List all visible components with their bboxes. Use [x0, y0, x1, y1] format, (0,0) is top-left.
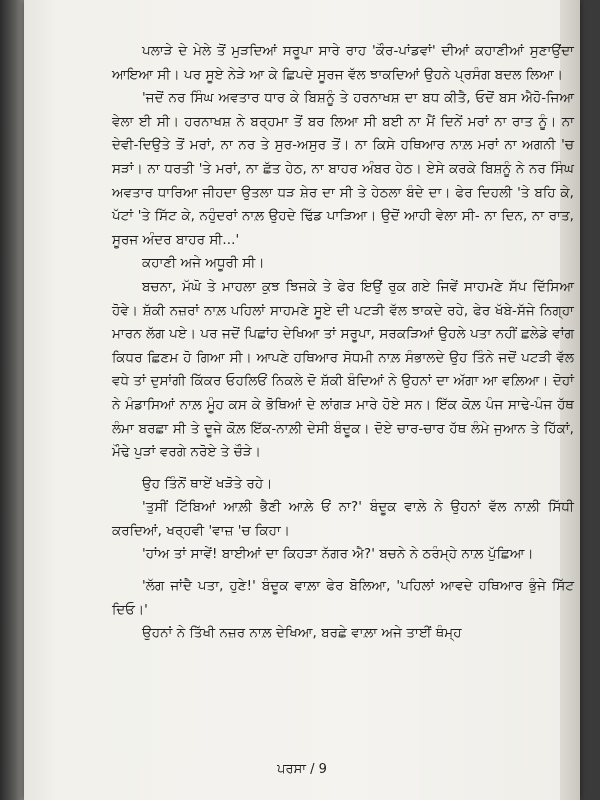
- paragraph: ਕਹਾਣੀ ਅਜੇ ਅਧੂਰੀ ਸੀ।: [142, 256, 265, 272]
- paragraph: 'ਹਾਂਅ ਤਾਂ ਸਾਵੇਂ! ਬਾਈਆਂ ਦਾ ਕਿਹੜਾ ਨੱਗਰ ਐ?' ਬਚਨੇ ਨੇ ਠਰੰਮ੍ਹੇ ਨਾਲ਼ ਪੁੱਛਿਆ।: [142, 547, 534, 563]
- paragraph: ਪਲਾੜੇ ਦੇ ਮੇਲੇ ਤੋਂ ਮੁੜਦਿਆਂ ਸਰੂਪਾ ਸਾਰੇ ਰਾਹ 'ਕੌਰ-ਪਾਂਡਵਾਂ' ਦੀਆਂ ਕਹਾਣੀਆਂ ਸੁਣਾਉਂਦਾ ਆਇਆ ਸੀ। ਪਰ ਸੂਏ ਨੇੜੇ ਆ ਕੇ ਛਿਪਦੇ ਸੂਰਜ ਵੱਲ ਝਾਕਦਿਆਂ ਉਹਨੇ ਪ੍ਰਸੰਗ ਬਦਲ ਲਿਆ।: [112, 44, 574, 83]
- paragraph: ਉਹ ਤਿੰਨੋਂ ਥਾਏਂ ਖੜੋਤੇ ਰਹੇ।: [142, 476, 273, 492]
- paragraph: 'ਜਦੋਂ ਨਰ ਸਿੰਘ ਅਵਤਾਰ ਧਾਰ ਕੇ ਬਿਸ਼ਨੂੰ ਤੇ ਹਰਨਾਖਸ਼ ਦਾ ਬਧ ਕੀਤੈ, ਓਦੋਂ ਬਸ ਐਹੋ-ਜਿਆ ਵੇਲਾ ਈ ਸੀ। ਹਰਨਾਖਸ਼ ਨੇ ਬਰ੍ਹਮਾ ਤੋਂ ਬਰ ਲਿਆ ਸੀ ਬਈ ਨਾ ਮੈਂ ਦਿਨੇਂ ਮਰਾਂ ਨਾ ਰਾਤ ਨੂੰ। ਨਾ ਦੇਵੀ-ਦਿਉਤੇ ਤੋਂ ਮਰਾਂ, ਨਾ ਨਰ ਤੇ ਸੁਰ-ਅਸੁਰ ਤੋਂ। ਨਾ ਕਿਸੇ ਹਥਿਆਰ ਨਾਲ਼ ਮਰਾਂ ਨਾ ਅਗਨੀ 'ਚ ਸੜਾਂ। ਨਾ ਧਰਤੀ 'ਤੇ ਮਰਾਂ, ਨਾ ਛੱਤ ਹੇਠ, ਨਾ ਬਾਹਰ ਅੰਬਰ ਹੇਠ। ਏਸੇ ਕਰਕੇ ਬਿਸ਼ਨੂੰ ਨੇ ਨਰ ਸਿੰਘ ਅਵਤਾਰ ਧਾਰਿਆ ਜੀਹਦਾ ਉਤਲਾ ਧੜ ਸ਼ੇਰ ਦਾ ਸੀ ਤੇ ਹੇਠਲਾ ਬੰਦੇ ਦਾ। ਫੇਰ ਦਿਹਲੀ 'ਤੇ ਬਹਿ ਕੇ, ਪੱਟਾਂ 'ਤੇ ਸਿੱਟ ਕੇ, ਨਹੁੰਦਰਾਂ ਨਾਲ਼ ਉਹਦੇ ਢਿੱਡ ਪਾੜਿਆ। ਉਦੋਂ ਆਹੀ ਵੇਲਾ ਸੀ- ਨਾ ਦਿਨ, ਨਾ ਰਾਤ, ਸੂਰਜ ਅੰਦਰ ਬਾਹਰ ਸੀ...': [112, 91, 574, 248]
- paragraph: ਬਚਨਾ, ਮੱਘੋ ਤੇ ਮਾਹਲਾ ਕੁਝ ਝਿਜਕੇ ਤੇ ਫੇਰ ਇਉਂ ਰੁਕ ਗਏ ਜਿਵੇਂ ਸਾਹਮਣੇ ਸੱਪ ਦਿੱਸਿਆ ਹੋਵੇ। ਸ਼ੱਕੀ ਨਜ਼ਰਾਂ ਨਾਲ਼ ਪਹਿਲਾਂ ਸਾਹਮਣੇ ਸੂਏ ਦੀ ਪਟੜੀ ਵੱਲ ਝਾਕਦੇ ਰਹੇ, ਫੇਰ ਖੱਬੇ-ਸੱਜੇ ਨਿਗ੍ਹਾ ਮਾਰਨ ਲੱਗ ਪਏ। ਪਰ ਜਦੋਂ ਪਿਛਾਂਹ ਦੇਖਿਆ ਤਾਂ ਸਰੂਪਾ, ਸਰਕੜਿਆਂ ਉਹਲੇ ਪਤਾ ਨਹੀਂ ਛਲੇਡੇ ਵਾਂਗ ਕਿਧਰ ਛਿਣਮ ਹੋ ਗਿਆ ਸੀ। ਆਪਣੇ ਹਥਿਆਰ ਸੋਧਮੀ ਨਾਲ਼ ਸੰਭਾਲਦੇ ਉਹ ਤਿੰਨੇ ਜਦੋਂ ਪਟੜੀ ਵੱਲ ਵਧੇ ਤਾਂ ਦੁਸਾਂਗੀ ਕਿੱਕਰ ਓਹਲਿਓਂ ਨਿਕਲੇ ਦੋ ਸ਼ੱਕੀ ਬੰਦਿਆਂ ਨੇ ਉਹਨਾਂ ਦਾ ਅੱਗਾ ਆ ਵਲ਼ਿਆ। ਦੋਹਾਂ ਨੇ ਮੰਡਾਸਿਆਂ ਨਾਲ਼ ਮੂੰਹ ਕਸ ਕੇ ਭੋਥਿਆਂ ਦੇ ਲਾਂਗੜ ਮਾਰੇ ਹੋਏ ਸਨ। ਇੱਕ ਕੋਲ਼ ਪੰਜ ਸਾਢੇ-ਪੰਜ ਹੱਥ ਲੰਮਾ ਬਰਛਾ ਸੀ ਤੇ ਦੂਜੇ ਕੋਲ਼ ਇੱਕ-ਨਾਲ਼ੀ ਦੇਸੀ ਬੰਦੂਕ। ਦੋਏ ਚਾਰ-ਚਾਰ ਹੱਥ ਲੰਮੇ ਜੁਆਨ ਤੇ ਹਿੱਕਾਂ, ਮੌਢੇ ਪੁੜਾਂ ਵਰਗੇ ਨਰੋਏ ਤੇ ਚੌੜੇ।: [112, 279, 574, 461]
- paragraph: ਉਹਨਾਂ ਨੇ ਤਿੱਖੀ ਨਜ਼ਰ ਨਾਲ਼ ਦੇਖਿਆ, ਬਰਛੇ ਵਾਲ਼ਾ ਅਜੇ ਤਾਈਂ ਥੰਮ੍ਹ: [142, 626, 462, 642]
- page-number-footer: ਪਰਸਾ / 9: [277, 762, 327, 777]
- paragraph: 'ਤੁਸੀਂ ਟਿੱਬਿਆਂ ਆਲ਼ੀ ਭੈਣੀ ਆਲ਼ੇ ਓਂ ਨਾ?' ਬੰਦੂਕ ਵਾਲ਼ੇ ਨੇ ਉਹਨਾਂ ਵੱਲ ਨਾਲ਼ੀ ਸਿੱਧੀ ਕਰਦਿਆਂ, ਖਰ੍ਹਵੀ 'ਵਾਜ਼ 'ਚ ਕਿਹਾ।: [112, 500, 574, 539]
- book-page: [24, 0, 580, 800]
- book-spine-shadow: [0, 0, 24, 800]
- page-body-text: [112, 40, 574, 646]
- paragraph: 'ਲੱਗ ਜਾਂਦੈ ਪਤਾ, ਹੁਣੇ!' ਬੰਦੂਕ ਵਾਲ਼ਾ ਫੇਰ ਬੋਲਿਆ, 'ਪਹਿਲਾਂ ਆਵਦੇ ਹਥਿਆਰ ਭੁੰਜੇ ਸਿੱਟ ਦਿਓ।': [112, 579, 574, 618]
